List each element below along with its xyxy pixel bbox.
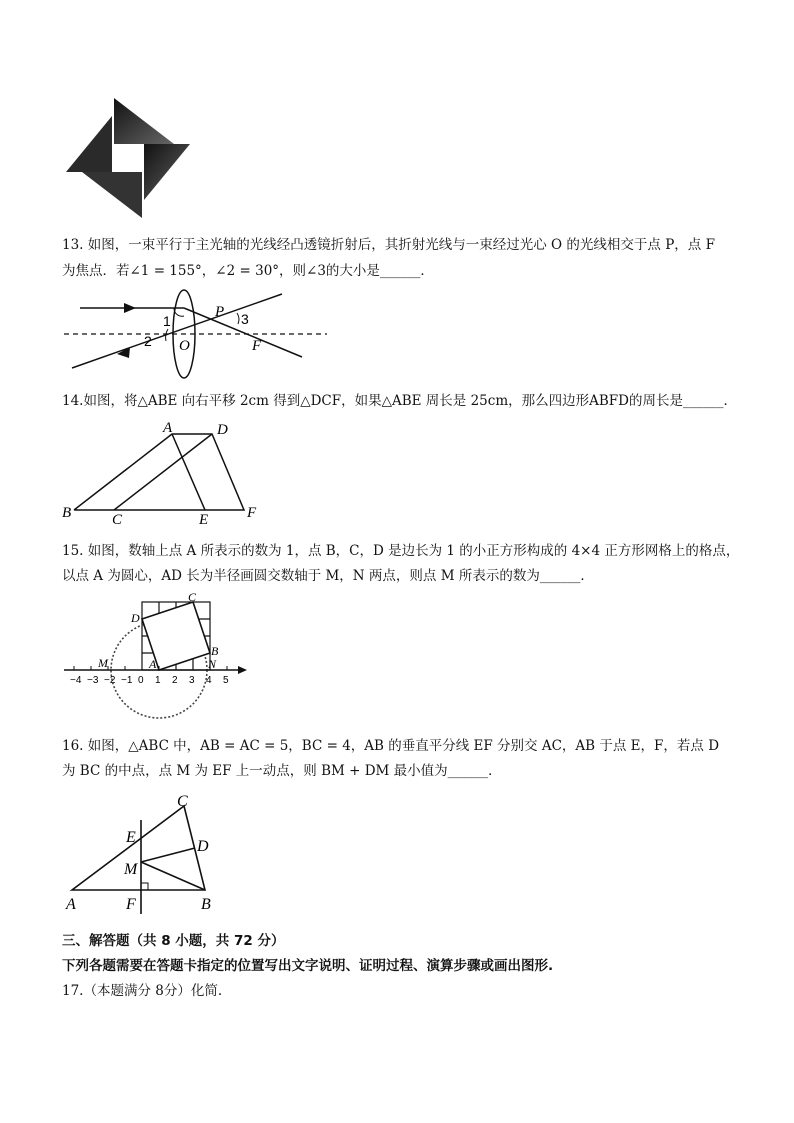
axis-tick-label: 3	[189, 675, 195, 686]
pinwheel-blade-top	[114, 98, 174, 144]
axis-tick-label: 5	[223, 675, 229, 686]
pinwheel-blade-right	[144, 144, 190, 200]
q14-label-d: D	[217, 422, 228, 438]
axis-tick-label: −3	[87, 675, 99, 686]
q16-triangle-figure	[62, 792, 227, 917]
q14-label-f: F	[247, 505, 257, 521]
segment-md	[141, 848, 195, 862]
q15-label-c: C	[188, 592, 197, 604]
q13-lens-figure	[62, 286, 332, 381]
ray-arrow-bottom	[117, 347, 130, 358]
q16-text-line2: 为 BC 的中点，点 M 为 EF 上一动点，则 BM + DM 最小值为______．	[62, 763, 502, 779]
q15-label-n: N	[208, 657, 217, 671]
q13-label-f: F	[252, 338, 262, 354]
q14-label-c: C	[112, 512, 123, 526]
axis-arrow	[238, 666, 247, 674]
center-ray	[72, 294, 282, 368]
q15-text-line2: 以点 A 为圆心，AD 长为半径画圆交数轴于 M，N 两点，则点 M 所表示的数为______．	[62, 568, 594, 584]
q15-label-b: B	[211, 644, 219, 658]
q16-label-m: M	[124, 861, 138, 878]
section3-instruction: 下列各题需要在答题卡指定的位置写出文字说明、证明过程、演算步骤或画出图形.	[62, 958, 554, 974]
q13-label-one: 1	[163, 313, 171, 329]
axis-tick-label: −4	[70, 675, 82, 686]
q17-text-line1: 17.（本题满分 8分）化简.	[62, 983, 223, 999]
segment-cd	[114, 434, 212, 510]
axis-tick-label: −1	[121, 675, 133, 686]
pinwheel-figure	[62, 94, 194, 222]
q13-label-two: 2	[144, 333, 152, 349]
quad-abfd	[74, 434, 244, 510]
axis-tick-label: 1	[155, 675, 161, 686]
q13-label-three: 3	[241, 311, 249, 327]
q16-label-b: B	[201, 896, 211, 913]
q16-label-c: C	[177, 793, 188, 810]
q14-label-e: E	[199, 512, 209, 526]
q15-label-m: M	[98, 656, 108, 670]
q16-label-e: E	[126, 829, 136, 846]
segment-mb	[141, 862, 205, 890]
axis-tick-label: −2	[104, 675, 116, 686]
pinwheel-blade-left	[66, 116, 112, 172]
section3-title: 三、解答题（共 8 小题，共 72 分）	[62, 933, 285, 949]
q13-text-line2: 为焦点．若∠1 = 155°，∠2 = 30°，则∠3的大小是______．	[62, 263, 434, 279]
q15-text-line1: 15. 如图，数轴上点 A 所表示的数为 1，点 B，C，D 是边长为 1 的小正方形构成的 4×4 正方形网格上的格点，	[62, 543, 740, 559]
pinwheel-blade-bottom	[82, 172, 142, 218]
q13-text-line1: 13. 如图，一束平行于主光轴的光线经凸透镜折射后，其折射光线与一束经过光心 O 的光线相交于点 P，点 F	[62, 237, 715, 253]
q16-label-a: A	[66, 896, 76, 913]
q15-label-d: D	[131, 611, 140, 625]
q14-label-b: B	[62, 505, 72, 521]
q13-label-o: O	[179, 338, 190, 354]
q16-text-line1: 16. 如图，△ABC 中，AB = AC = 5，BC = 4，AB 的垂直平分线 EF 分别交 AC，AB 于点 E，F，若点 D	[62, 738, 720, 754]
q14-label-a: A	[163, 420, 173, 436]
q13-label-p: P	[215, 304, 225, 320]
q15-label-a: A	[149, 657, 157, 671]
axis-tick-label: 0	[138, 675, 144, 686]
ray-arrow-top	[124, 303, 136, 313]
axis-tick-label: 4	[206, 675, 212, 686]
segment-ae	[172, 434, 205, 510]
q16-label-d: D	[197, 838, 209, 855]
triangle-abc	[72, 806, 205, 890]
q16-label-f: F	[126, 896, 136, 913]
q14-text-line1: 14.如图，将△ABE 向右平移 2cm 得到△DCF，如果△ABE 周长是 25cm，那么四边形ABFD的周长是______．	[62, 393, 737, 409]
q14-translation-figure	[62, 418, 267, 526]
axis-tick-label: 2	[172, 675, 178, 686]
right-angle-mark	[141, 883, 148, 890]
q15-number-line-figure	[62, 592, 252, 722]
